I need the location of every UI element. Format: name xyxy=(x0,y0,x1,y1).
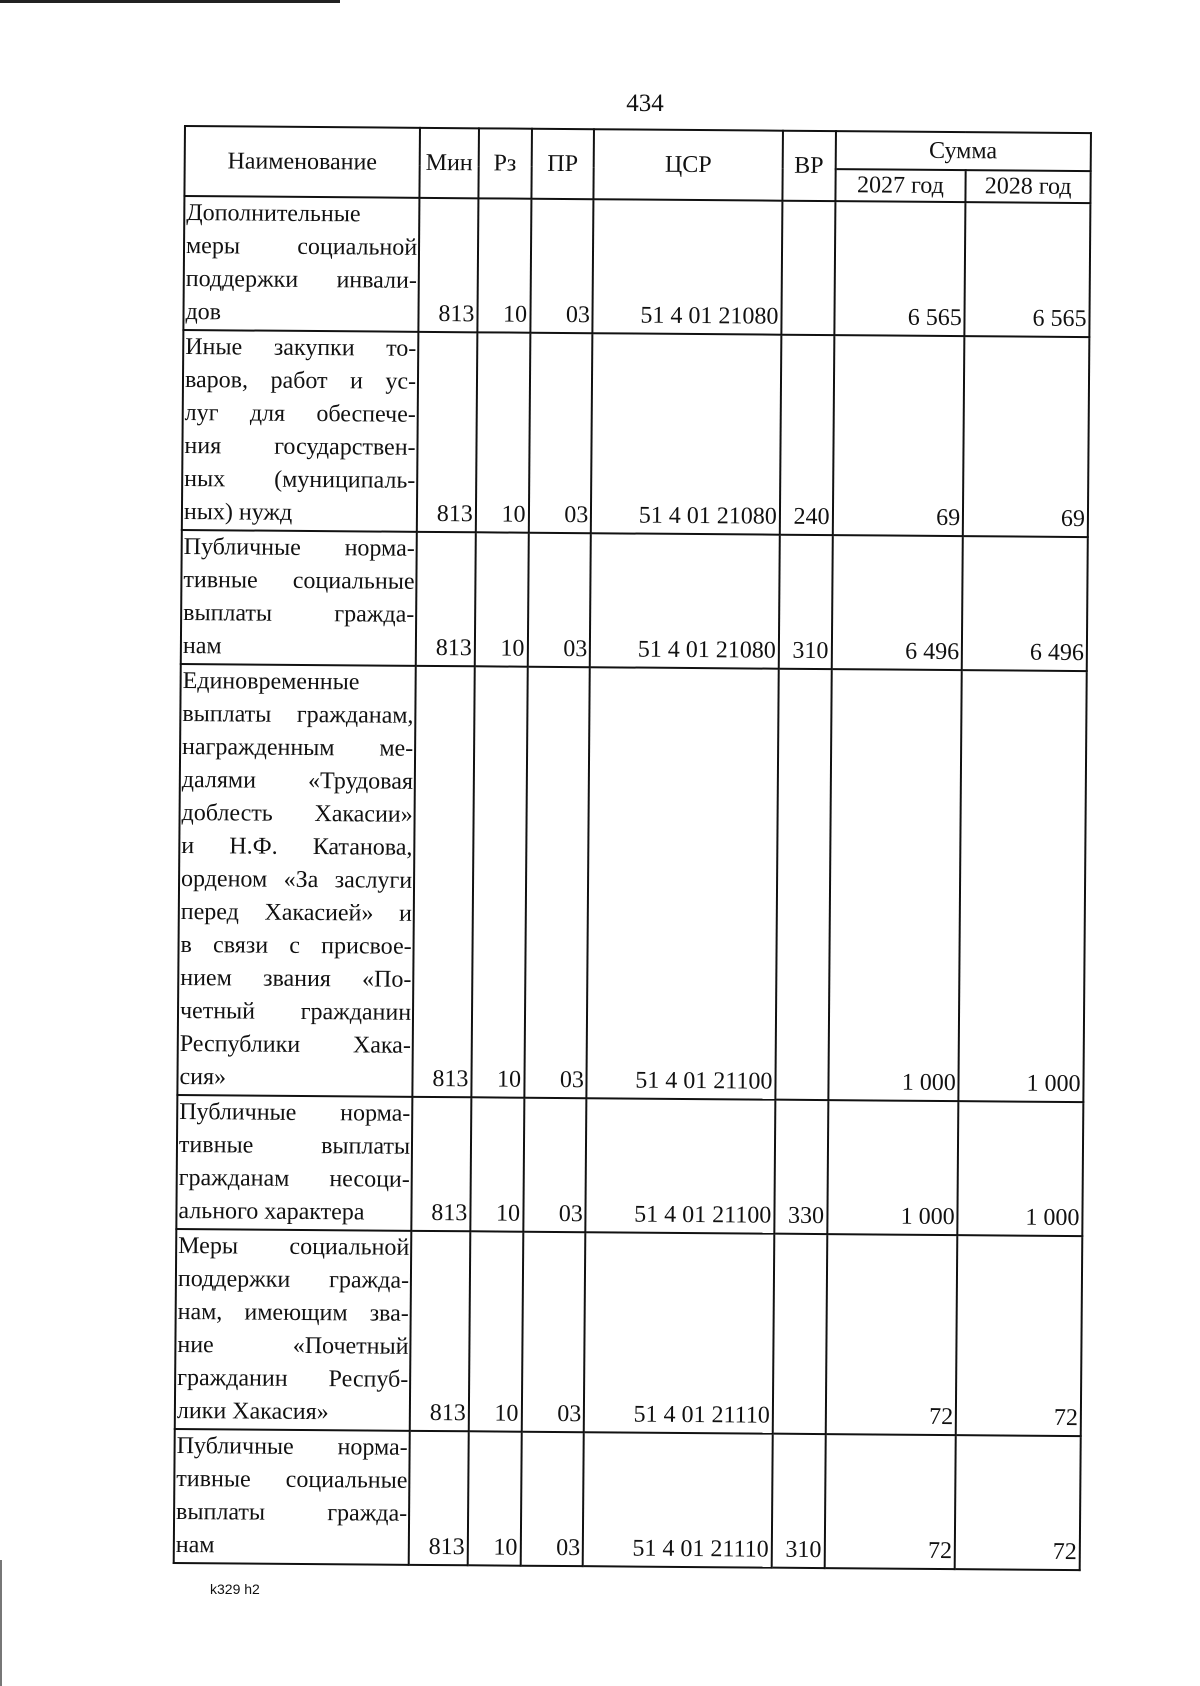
row-name-line: нам xyxy=(182,633,222,660)
row-name-line: орденом «За заслуги xyxy=(180,866,413,894)
header-pr: ПР xyxy=(531,129,594,199)
cell-vr: 240 xyxy=(780,335,834,535)
row-name-line: ных) нужд xyxy=(183,499,293,526)
row-name-line: нам, имеющим зва- xyxy=(177,1298,409,1327)
row-name-line: Публичные норма- xyxy=(179,1098,411,1127)
row-name-line: Публичные норма- xyxy=(176,1432,408,1461)
cell-rz: 10 xyxy=(468,1431,522,1565)
cell-2027: 1 000 xyxy=(827,1100,959,1235)
row-name-line: гражданин Респуб- xyxy=(177,1364,409,1393)
scan-edge-mark xyxy=(0,0,340,3)
cell-rz: 10 xyxy=(469,1231,523,1431)
cell-rz: 10 xyxy=(470,1097,524,1231)
cell-pr: 03 xyxy=(527,533,591,667)
row-name xyxy=(174,1429,410,1565)
cell-min: 813 xyxy=(410,1231,470,1431)
cell-min: 813 xyxy=(411,1097,471,1231)
row-name xyxy=(177,664,415,1097)
cell-vr: 310 xyxy=(772,1434,826,1568)
row-name-line: Меры социальной xyxy=(178,1232,410,1261)
cell-pr: 03 xyxy=(523,1098,587,1232)
table-row xyxy=(181,530,1088,671)
cell-min: 813 xyxy=(416,532,476,666)
table-row xyxy=(174,1429,1081,1570)
row-name xyxy=(176,1095,412,1231)
cell-2028: 6 565 xyxy=(965,202,1091,337)
row-name-line: меры социальной xyxy=(185,233,418,261)
row-name-line: Публичные норма- xyxy=(183,534,415,562)
cell-csr: 51 4 01 21100 xyxy=(587,667,779,1099)
row-name-line: ных (муниципаль- xyxy=(184,466,416,494)
page-number: 434 xyxy=(626,90,664,117)
row-name-line: и Н.Ф. Катанова, xyxy=(181,833,413,861)
row-name-line: четный гражданин xyxy=(179,997,412,1026)
cell-csr: 51 4 01 21110 xyxy=(584,1232,774,1433)
row-name-line: выплаты гражданам, xyxy=(182,701,414,729)
table-row xyxy=(175,1229,1083,1436)
header-sum: Сумма xyxy=(835,131,1091,171)
scan-edge-mark-left xyxy=(0,1560,2,1686)
row-name-line: награжденным ме- xyxy=(182,734,414,762)
cell-2027: 72 xyxy=(824,1434,956,1569)
cell-pr: 03 xyxy=(520,1432,584,1566)
row-name-line: Республики Хака- xyxy=(179,1030,411,1059)
row-name-line: Единовременные xyxy=(182,668,360,696)
cell-min: 813 xyxy=(418,198,478,332)
row-name-line: поддержки гражда- xyxy=(177,1265,410,1294)
row-name-line: тивные выплаты xyxy=(178,1131,411,1160)
cell-csr: 51 4 01 21080 xyxy=(593,199,783,334)
cell-2028: 72 xyxy=(956,1235,1082,1436)
row-name-line: Иные закупки то- xyxy=(185,334,417,362)
row-name-line: варов, работ и ус- xyxy=(184,367,417,395)
row-name-line: луг для обеспече- xyxy=(184,400,416,428)
cell-2028: 72 xyxy=(955,1435,1081,1570)
cell-rz: 10 xyxy=(476,332,530,532)
row-name-line: ние «Почетный xyxy=(177,1331,409,1360)
table-row xyxy=(183,196,1090,337)
table-row xyxy=(177,664,1086,1102)
cell-rz: 10 xyxy=(471,666,527,1097)
row-name-line: ального характера xyxy=(178,1197,365,1226)
cell-pr: 03 xyxy=(521,1232,585,1432)
table-row xyxy=(176,1095,1083,1236)
row-name-line: в связи с присвое- xyxy=(180,931,412,960)
cell-csr: 51 4 01 21100 xyxy=(586,1098,776,1233)
cell-2028: 1 000 xyxy=(959,670,1087,1102)
cell-rz: 10 xyxy=(475,532,529,666)
row-name-line: доблесть Хакасии» xyxy=(181,800,413,828)
header-min: Мин xyxy=(420,128,479,198)
row-name-line: сия» xyxy=(179,1063,227,1091)
row-name-line: далями «Трудовая xyxy=(181,767,414,795)
row-name-line: выплаты гражда- xyxy=(183,600,415,628)
row-name-line: ния государствен- xyxy=(184,433,416,461)
cell-pr: 03 xyxy=(528,333,592,533)
cell-rz: 10 xyxy=(477,198,531,332)
header-year-2028: 2028 год xyxy=(966,170,1091,203)
row-name-line: тивные социальные xyxy=(176,1465,408,1494)
row-name-line: перед Хакасией» и xyxy=(180,898,413,927)
cell-csr: 51 4 01 21080 xyxy=(591,333,781,534)
cell-csr: 51 4 01 21110 xyxy=(583,1432,773,1567)
cell-min: 813 xyxy=(409,1431,469,1565)
row-name xyxy=(183,196,419,332)
cell-2027: 69 xyxy=(832,335,964,536)
row-name-line: поддержки инвали- xyxy=(185,266,417,294)
cell-csr: 51 4 01 21080 xyxy=(590,533,780,668)
cell-pr: 03 xyxy=(524,667,590,1098)
row-name-line: нием звания «По- xyxy=(180,964,412,993)
cell-vr xyxy=(773,1234,827,1434)
footer-code: k329 h2 xyxy=(210,1581,260,1597)
budget-table xyxy=(173,125,1092,1571)
table-body xyxy=(174,196,1091,1570)
cell-vr: 310 xyxy=(779,535,833,669)
header-csr: ЦСР xyxy=(594,129,783,200)
cell-vr xyxy=(781,201,835,335)
cell-min: 813 xyxy=(412,666,474,1097)
table-row xyxy=(182,330,1090,537)
cell-2027: 1 000 xyxy=(828,669,962,1101)
cell-2028: 6 496 xyxy=(962,536,1088,671)
cell-min: 813 xyxy=(417,332,477,532)
row-name-line: гражданам несоци- xyxy=(178,1164,410,1193)
cell-2028: 1 000 xyxy=(958,1101,1084,1236)
cell-vr xyxy=(775,669,831,1100)
row-name-line: Дополнительные xyxy=(186,200,361,228)
cell-2028: 69 xyxy=(963,336,1089,537)
cell-2027: 6 496 xyxy=(831,535,963,670)
row-name-line: нам xyxy=(175,1531,215,1559)
cell-pr: 03 xyxy=(530,199,594,333)
row-name-line: тивные социальные xyxy=(183,567,415,595)
header-year-2027: 2027 год xyxy=(835,169,966,202)
row-name xyxy=(181,530,417,666)
row-name-line: дов xyxy=(185,299,222,326)
header-rz: Рз xyxy=(478,128,531,198)
header-vr: ВР xyxy=(782,131,835,201)
row-name xyxy=(175,1229,412,1431)
cell-vr: 330 xyxy=(774,1100,828,1234)
row-name-line: лики Хакасия» xyxy=(176,1397,329,1426)
row-name-line: выплаты гражда- xyxy=(176,1498,408,1527)
cell-2027: 6 565 xyxy=(834,201,966,336)
row-name xyxy=(182,330,419,532)
header-name: Наименование xyxy=(184,126,420,198)
cell-2027: 72 xyxy=(825,1234,957,1435)
